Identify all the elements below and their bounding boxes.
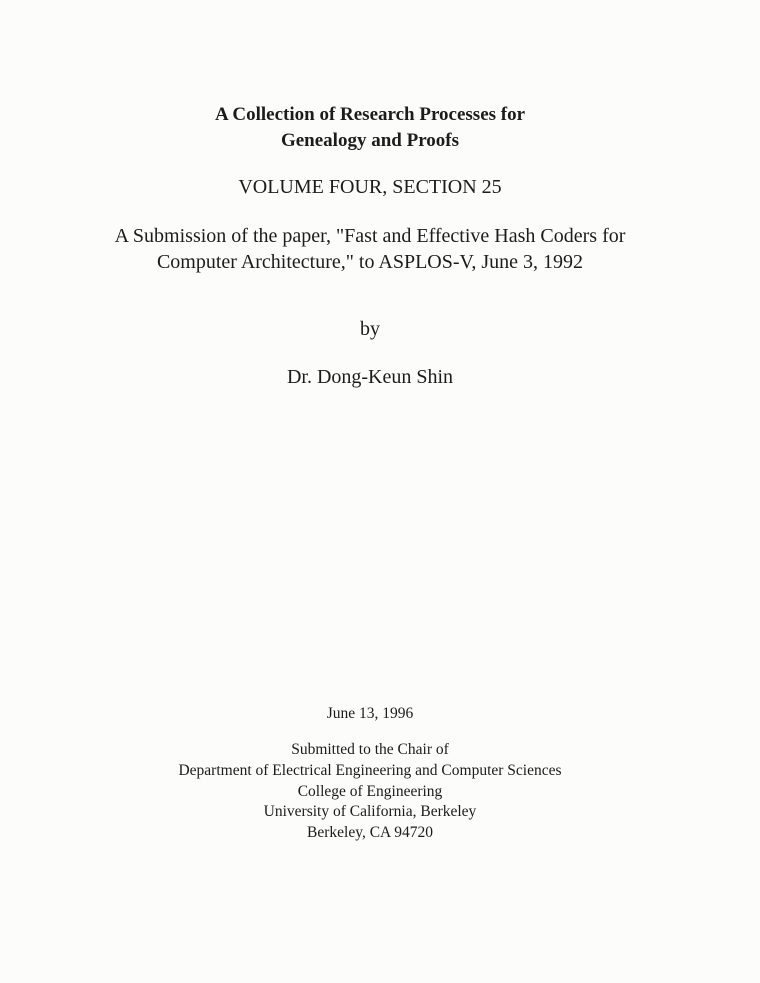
document-date: June 13, 1996 [326, 705, 414, 722]
document-title-line-1: A Collection of Research Processes for [214, 104, 526, 125]
submitted-line-5: Berkeley, CA 94720 [307, 824, 433, 841]
by-label: by [360, 318, 380, 340]
submitted-line-2: Department of Electrical Engineering and Computer Sciences [178, 762, 562, 779]
submitted-line-1: Submitted to the Chair of [291, 741, 449, 758]
submitted-line-4: University of California, Berkeley [263, 803, 477, 820]
submission-line-1: A Submission of the paper, "Fast and Effective Hash Coders for [114, 225, 626, 247]
document-title-line-2: Genealogy and Proofs [280, 130, 460, 151]
author-name: Dr. Dong-Keun Shin [286, 366, 454, 388]
submission-line-2: Computer Architecture," to ASPLOS-V, June 3, 1992 [156, 251, 584, 273]
volume-section: VOLUME FOUR, SECTION 25 [238, 176, 502, 198]
submitted-line-3: College of Engineering [297, 783, 443, 800]
